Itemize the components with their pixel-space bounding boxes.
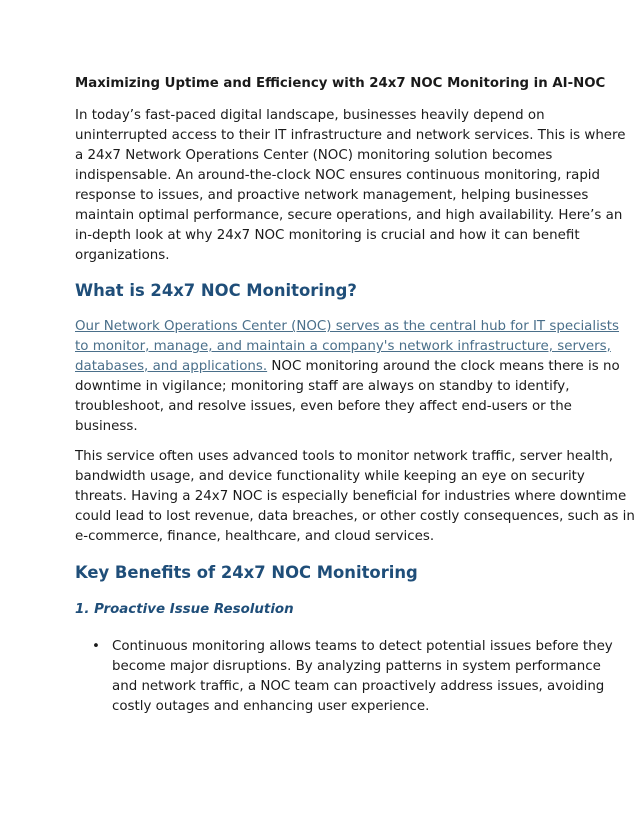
intro-paragraph xyxy=(75,106,626,266)
paragraph-line: bandwidth usage, and device functionality while keeping an eye on security xyxy=(75,469,585,484)
paragraph-line: This service often uses advanced tools to monitor network traffic, server health, xyxy=(75,449,614,464)
intro-line: a 24x7 Network Operations Center (NOC) monitoring solution becomes xyxy=(75,148,553,163)
intro-line: response to issues, and proactive network management, helping businesses xyxy=(75,188,589,203)
bullet-line: costly outages and enhancing user experience. xyxy=(112,699,430,714)
noc-service-link[interactable]: databases, and applications. xyxy=(75,359,268,374)
document-title: Maximizing Uptime and Efficiency with 24x7 NOC Monitoring in AI-NOC xyxy=(75,76,606,91)
intro-line: In today’s fast-paced digital landscape, businesses heavily depend on xyxy=(75,108,545,123)
list-item xyxy=(75,637,613,717)
intro-line: in-depth look at why 24x7 NOC monitoring is crucial and how it can benefit xyxy=(75,228,580,243)
bullet-line: and network traffic, a NOC team can proactively address issues, avoiding xyxy=(112,679,605,694)
bullet-icon: • xyxy=(92,639,100,654)
noc-service-link[interactable]: to monitor, manage, and maintain a company's network infrastructure, servers, xyxy=(75,339,611,354)
section-heading-what-is-noc: What is 24x7 NOC Monitoring? xyxy=(75,281,357,300)
paragraph-line: threats. Having a 24x7 NOC is especially beneficial for industries where downtime xyxy=(75,489,627,504)
subheading-proactive-resolution: 1. Proactive Issue Resolution xyxy=(75,602,294,617)
paragraph-line: downtime in vigilance; monitoring staff are always on standby to identify, xyxy=(75,379,570,394)
noc-definition-paragraph xyxy=(75,317,620,437)
paragraph-line: troubleshoot, and resolve issues, even before they affect end-users or the xyxy=(75,399,572,414)
intro-line: uninterrupted access to their IT infrastructure and network services. This is where xyxy=(75,128,626,143)
benefits-bullet-list xyxy=(75,637,613,717)
noc-tools-paragraph xyxy=(75,447,635,547)
bullet-line: Continuous monitoring allows teams to detect potential issues before they xyxy=(112,639,613,654)
noc-service-link[interactable]: Our Network Operations Center (NOC) serves as the central hub for IT specialists xyxy=(75,319,620,334)
paragraph-text: NOC monitoring around the clock means there is no xyxy=(267,359,620,374)
paragraph-line: could lead to lost revenue, data breaches, or other costly consequences, such as in xyxy=(75,509,635,524)
intro-line: indispensable. An around-the-clock NOC ensures continuous monitoring, rapid xyxy=(75,168,601,183)
bullet-line: become major disruptions. By analyzing patterns in system performance xyxy=(112,659,601,674)
paragraph-line: business. xyxy=(75,419,138,434)
intro-line: maintain optimal performance, secure operations, and high availability. Here’s an xyxy=(75,208,623,223)
intro-line: organizations. xyxy=(75,248,170,263)
section-heading-key-benefits: Key Benefits of 24x7 NOC Monitoring xyxy=(75,563,418,582)
paragraph-line: e-commerce, finance, healthcare, and cloud services. xyxy=(75,529,435,544)
